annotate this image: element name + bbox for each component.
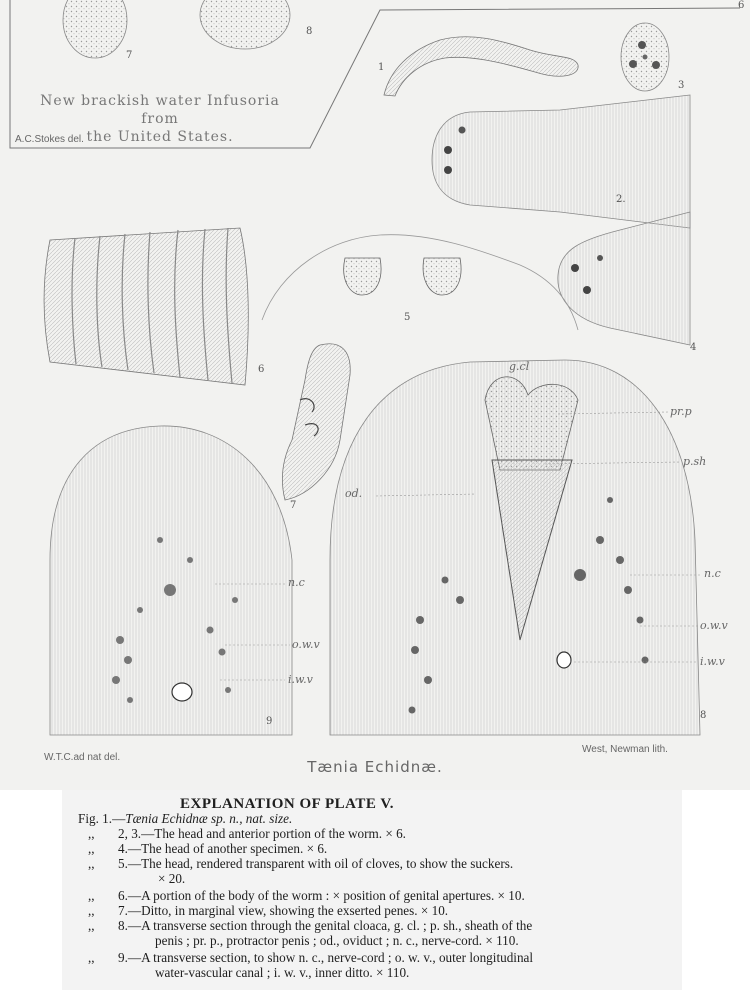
explanation-fig-mark: Fig. 1.— — [78, 811, 126, 826]
explanation-ditto-mark: ,, — [88, 888, 95, 903]
fig1-worm — [384, 37, 578, 96]
fig3-number: 3 — [678, 80, 685, 91]
fig2-head — [432, 95, 690, 228]
insert-fig-8-number: 8 — [306, 26, 313, 37]
explanation-text: 4.—The head of another specimen. × 6. — [118, 841, 328, 856]
insert-caption-line-1: New brackish water Infusoria from — [40, 93, 280, 127]
fig8-number: 8 — [700, 710, 707, 721]
insert-credit: A.C.Stokes del. — [15, 134, 84, 145]
explanation-ditto-mark: ,, — [88, 826, 95, 841]
label-iwv-left: i.w.v — [288, 673, 313, 686]
explanation-text: Tænia Echidnæ sp. n., nat. size. — [125, 811, 293, 826]
label-psh: p.sh — [683, 455, 707, 468]
fig5-number: 5 — [404, 312, 411, 323]
label-iwv-right: i.w.v — [700, 655, 725, 668]
explanation-line — [88, 903, 448, 918]
label-gcl: g.cl — [509, 360, 530, 373]
explanation-text: 2, 3.—The head and anterior portion of the worm. × 6. — [118, 826, 406, 841]
fig4-number: 4 — [690, 342, 697, 353]
label-nc-right: n.c — [704, 567, 721, 580]
fig4-head — [558, 212, 690, 345]
explanation-text: 6.—A portion of the body of the worm : × position of genital apertures. × 10. — [118, 888, 525, 903]
explanation-line — [88, 888, 525, 903]
fig7-number: 7 — [290, 500, 297, 511]
explanation-text: 5.—The head, rendered transparent with oil of cloves, to show the suckers. — [118, 856, 514, 871]
fig2-number: 2. — [616, 194, 626, 205]
plate-left-credit: W.T.C.ad nat del. — [44, 752, 121, 763]
fig9-section — [50, 426, 292, 735]
infusoria-7-drawing — [63, 0, 127, 58]
label-owv-right: o.w.v — [700, 619, 728, 632]
label-nc-left: n.c — [288, 576, 305, 589]
explanation-heading: EXPLANATION OF PLATE V. — [180, 796, 395, 812]
plate-title: Tænia Echidnæ. — [307, 758, 443, 776]
plate-right-credit: West, Newman lith. — [582, 744, 668, 755]
explanation-ditto-mark: ,, — [88, 918, 95, 933]
explanation-continuation: penis ; pr. p., protractor penis ; od., oviduct ; n. c., nerve-cord. × 110. — [155, 933, 519, 948]
explanation-text: 9.—A transverse section, to show n. c., nerve-cord ; o. w. v., outer longitudinal — [118, 950, 534, 965]
infusoria-8-drawing — [200, 0, 290, 49]
explanation-continuation: × 20. — [158, 871, 186, 886]
explanation-ditto-mark: ,, — [88, 856, 95, 871]
explanation-text: 7.—Ditto, in marginal view, showing the exserted penes. × 10. — [118, 903, 449, 918]
insert-caption-line-2: the United States. — [86, 129, 234, 145]
explanation-ditto-mark: ,, — [88, 841, 95, 856]
explanation-line — [88, 950, 533, 965]
fig5-head-outline — [262, 235, 578, 330]
explanation-line — [88, 841, 327, 856]
explanation-ditto-mark: ,, — [88, 903, 95, 918]
label-owv-left: o.w.v — [292, 638, 320, 651]
explanation-line — [88, 826, 406, 841]
explanation-line — [88, 856, 513, 871]
explanation-line — [78, 811, 292, 826]
label-od: od. — [345, 487, 363, 500]
fig1-number: 1 — [378, 62, 385, 73]
fig6-number: 6 — [258, 364, 265, 375]
fig6-body — [44, 228, 248, 385]
corner-number: 6 — [738, 0, 745, 11]
label-prp: pr.p — [670, 405, 692, 418]
insert-fig-7-number: 7 — [126, 50, 133, 61]
explanation-line — [88, 918, 532, 933]
explanation-ditto-mark: ,, — [88, 950, 95, 965]
fig9-number: 9 — [266, 716, 273, 727]
explanation-text: 8.—A transverse section through the genital cloaca, g. cl. ; p. sh., sheath of the — [118, 918, 533, 933]
explanation-continuation: water-vascular canal ; i. w. v., inner ditto. × 110. — [155, 965, 410, 980]
